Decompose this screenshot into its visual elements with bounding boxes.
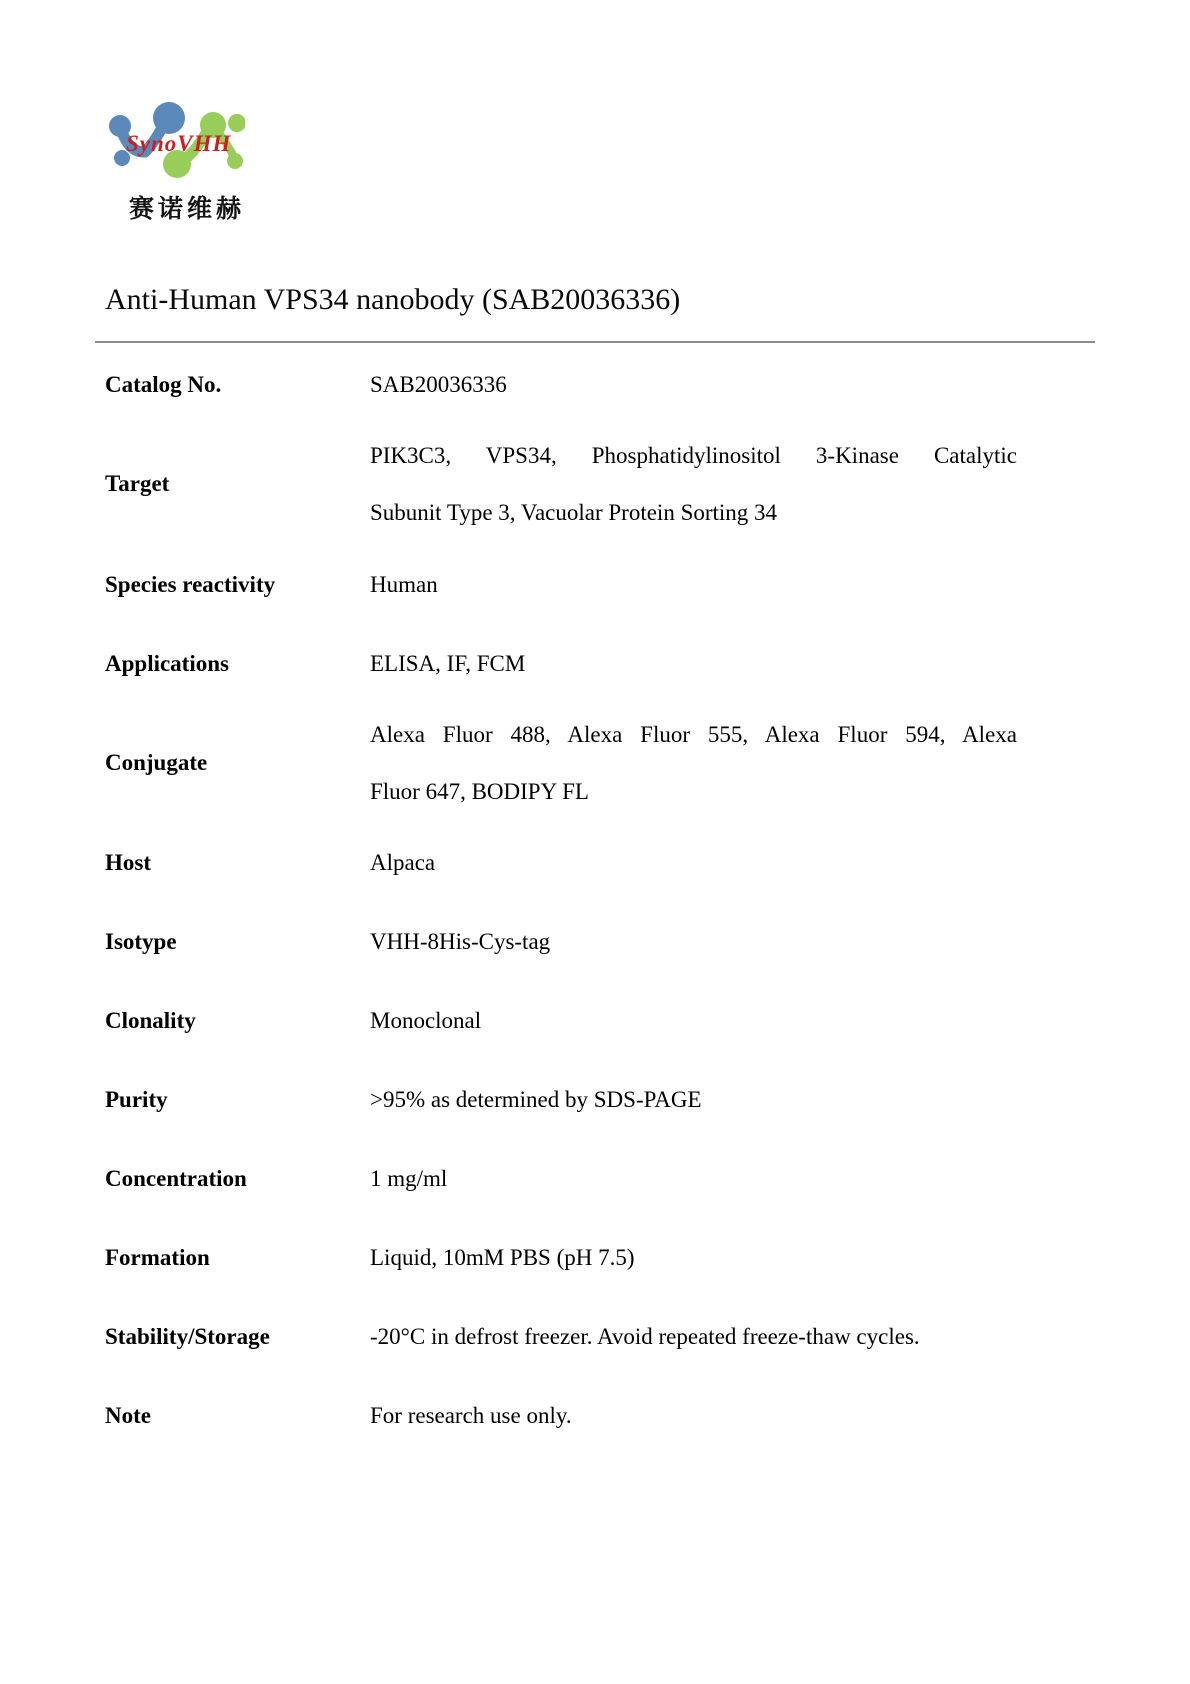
spec-value <box>370 427 1017 541</box>
spec-label: Note <box>105 1403 151 1428</box>
spec-value <box>370 706 1017 820</box>
spec-label: Purity <box>105 1087 168 1112</box>
table-row-catalog <box>105 370 1017 400</box>
spec-label: Catalog No. <box>105 372 222 397</box>
spec-value: Alpaca <box>370 850 436 875</box>
spec-label: Species reactivity <box>105 572 276 597</box>
spec-label: Applications <box>105 651 229 676</box>
table-row-species <box>105 570 1017 600</box>
page-title: Anti-Human VPS34 nanobody (SAB20036336) <box>105 283 681 316</box>
spec-value: Monoclonal <box>370 1008 482 1033</box>
spec-value: VHH-8His-Cys-tag <box>370 929 551 954</box>
spec-label: Stability/Storage <box>105 1324 270 1349</box>
table-row-purity <box>105 1085 1017 1115</box>
brand-script-text: SynoVHH <box>126 131 232 156</box>
spec-value: -20°C in defrost freezer. Avoid repeated freeze-thaw cycles. <box>370 1324 920 1349</box>
company-name-cn: 赛诺维赫 <box>129 195 246 223</box>
spec-label: Target <box>105 471 170 496</box>
spec-value: For research use only. <box>370 1403 572 1428</box>
spec-value: ELISA, IF, FCM <box>370 651 526 676</box>
spec-value: SAB20036336 <box>370 372 507 397</box>
spec-value-line: Fluor 647, BODIPY FL <box>370 779 589 804</box>
table-row-formation <box>105 1243 1017 1273</box>
title-divider <box>95 341 1095 343</box>
spec-label: Concentration <box>105 1166 247 1191</box>
spec-value: 1 mg/ml <box>370 1166 448 1191</box>
spec-value-line: Subunit Type 3, Vacuolar Protein Sorting 34 <box>370 500 778 525</box>
spec-label: Formation <box>105 1245 210 1270</box>
spec-label: Host <box>105 850 151 875</box>
table-row-host <box>105 848 1017 878</box>
spec-value-line: PIK3C3, VPS34, Phosphatidylinositol 3-Kinase Catalytic <box>370 443 1017 468</box>
spec-label: Isotype <box>105 929 177 954</box>
spec-label: Clonality <box>105 1008 196 1033</box>
table-row-concentration <box>105 1164 1017 1194</box>
table-row-conjugate <box>105 706 1017 820</box>
spec-value: Liquid, 10mM PBS (pH 7.5) <box>370 1245 635 1270</box>
synovhh-logo-icon <box>95 95 245 180</box>
table-row-clonality <box>105 1006 1017 1036</box>
spec-value: >95% as determined by SDS-PAGE <box>370 1087 702 1112</box>
table-row-applications <box>105 649 1017 679</box>
spec-value: Human <box>370 572 438 597</box>
spec-value-line: Alexa Fluor 488, Alexa Fluor 555, Alexa Fluor 594, Alexa <box>370 722 1017 747</box>
table-row-target <box>105 427 1017 541</box>
table-row-isotype <box>105 927 1017 957</box>
table-row-stability <box>105 1322 1017 1352</box>
spec-label: Conjugate <box>105 750 208 775</box>
table-row-note <box>105 1401 1017 1431</box>
